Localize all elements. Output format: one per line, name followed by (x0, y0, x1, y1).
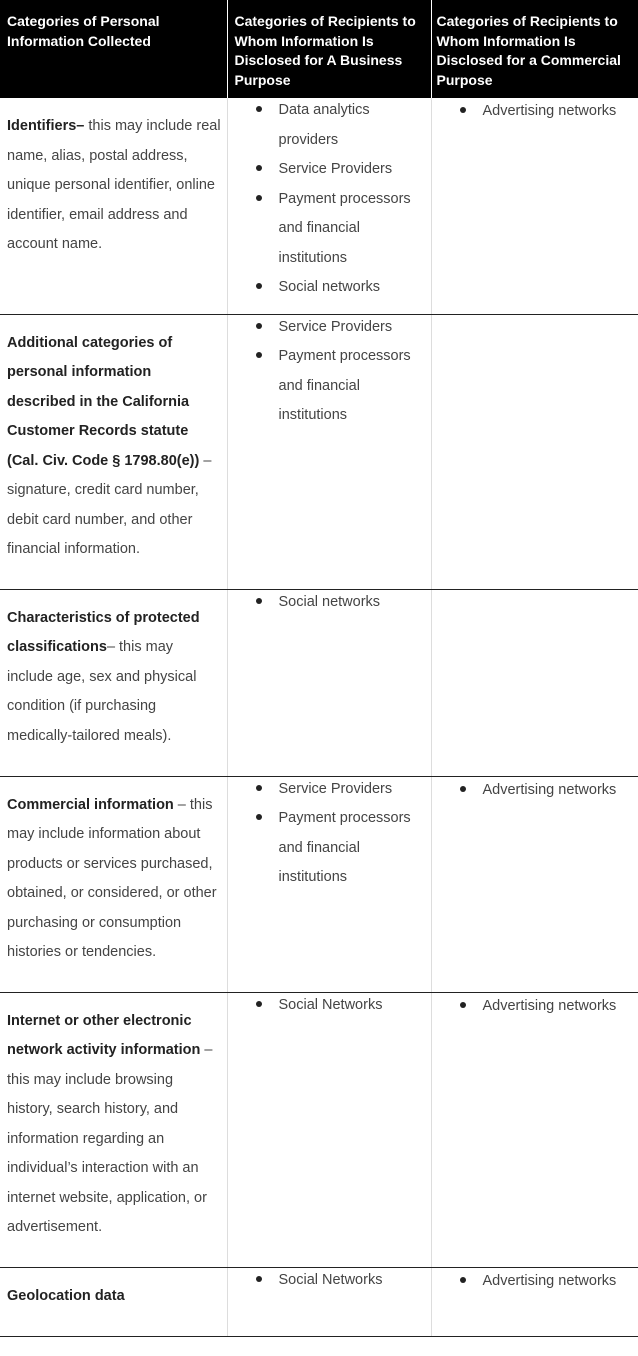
list-item: Social networks (279, 273, 427, 303)
list-item: Social Networks (279, 1266, 427, 1296)
commercial-recipients-cell (431, 1267, 638, 1336)
category-name: Internet or other electronic network activity information (7, 1012, 201, 1058)
table-row (0, 992, 638, 1267)
business-recipients-cell (227, 1267, 431, 1336)
list-item: Service Providers (279, 313, 427, 343)
category-description: – signature, credit card number, debit card number, and other financial information. (7, 452, 212, 557)
commercial-recipients-cell (431, 314, 638, 589)
business-recipients-cell (227, 992, 431, 1267)
category-cell (0, 314, 227, 589)
category-cell (0, 98, 227, 314)
list-item: Payment processors and financial institutions (279, 342, 427, 431)
list-item: Advertising networks (483, 1267, 635, 1297)
category-cell (0, 1267, 227, 1336)
category-description: this may include real name, alias, postal address, unique personal identifier, online identifier, email address and account name. (7, 118, 221, 252)
header-business-purpose: Categories of Recipients to Whom Information Is Disclosed for A Business Purpose (227, 0, 431, 98)
category-description: – this may include information about products or services purchased, obtained, or considered, or other purchasing or consumption histories or tendencies. (7, 796, 217, 960)
category-description: – this may include age, sex and physical condition (if purchasing medically-tailored meals). (7, 639, 197, 744)
category-name: Geolocation data (7, 1287, 125, 1304)
commercial-recipients-cell (431, 98, 638, 314)
category-cell (0, 589, 227, 776)
table-body (0, 98, 638, 1336)
business-recipients-cell (227, 98, 431, 314)
list-item: Social Networks (279, 991, 427, 1021)
business-recipients-cell (227, 314, 431, 589)
table-row (0, 1267, 638, 1336)
category-name: Characteristics of protected classifications (7, 609, 200, 655)
table-row (0, 589, 638, 776)
list-item: Advertising networks (483, 992, 635, 1022)
list-item: Service Providers (279, 775, 427, 805)
list-item: Service Providers (279, 155, 427, 185)
table-row (0, 776, 638, 992)
list-item: Payment processors and financial institutions (279, 804, 427, 893)
table-header (0, 0, 638, 98)
header-categories-collected: Categories of Personal Information Collected (0, 0, 227, 98)
business-recipients-cell (227, 589, 431, 776)
list-item: Data analytics providers (279, 96, 427, 155)
category-name: Commercial information (7, 796, 174, 813)
list-item: Social networks (279, 588, 427, 618)
commercial-recipients-cell (431, 992, 638, 1267)
table-row (0, 314, 638, 589)
category-cell (0, 776, 227, 992)
header-row (0, 0, 638, 98)
commercial-recipients-cell (431, 776, 638, 992)
list-item: Payment processors and financial institutions (279, 185, 427, 274)
category-name: Identifiers– (7, 118, 85, 134)
category-cell (0, 992, 227, 1267)
category-description: – this may include browsing history, search history, and information regarding an individual’s interaction with an internet website, application, or advertisement. (7, 1042, 213, 1235)
header-commercial-purpose: Categories of Recipients to Whom Information Is Disclosed for a Commercial Purpose (431, 0, 638, 98)
list-item: Advertising networks (483, 97, 635, 127)
commercial-recipients-cell (431, 589, 638, 776)
list-item: Advertising networks (483, 776, 635, 806)
category-name: Additional categories of personal information described in the California Customer Records statute (Cal. Civ. Code § 1798.80(e)) (7, 334, 200, 469)
table-row (0, 98, 638, 314)
business-recipients-cell (227, 776, 431, 992)
